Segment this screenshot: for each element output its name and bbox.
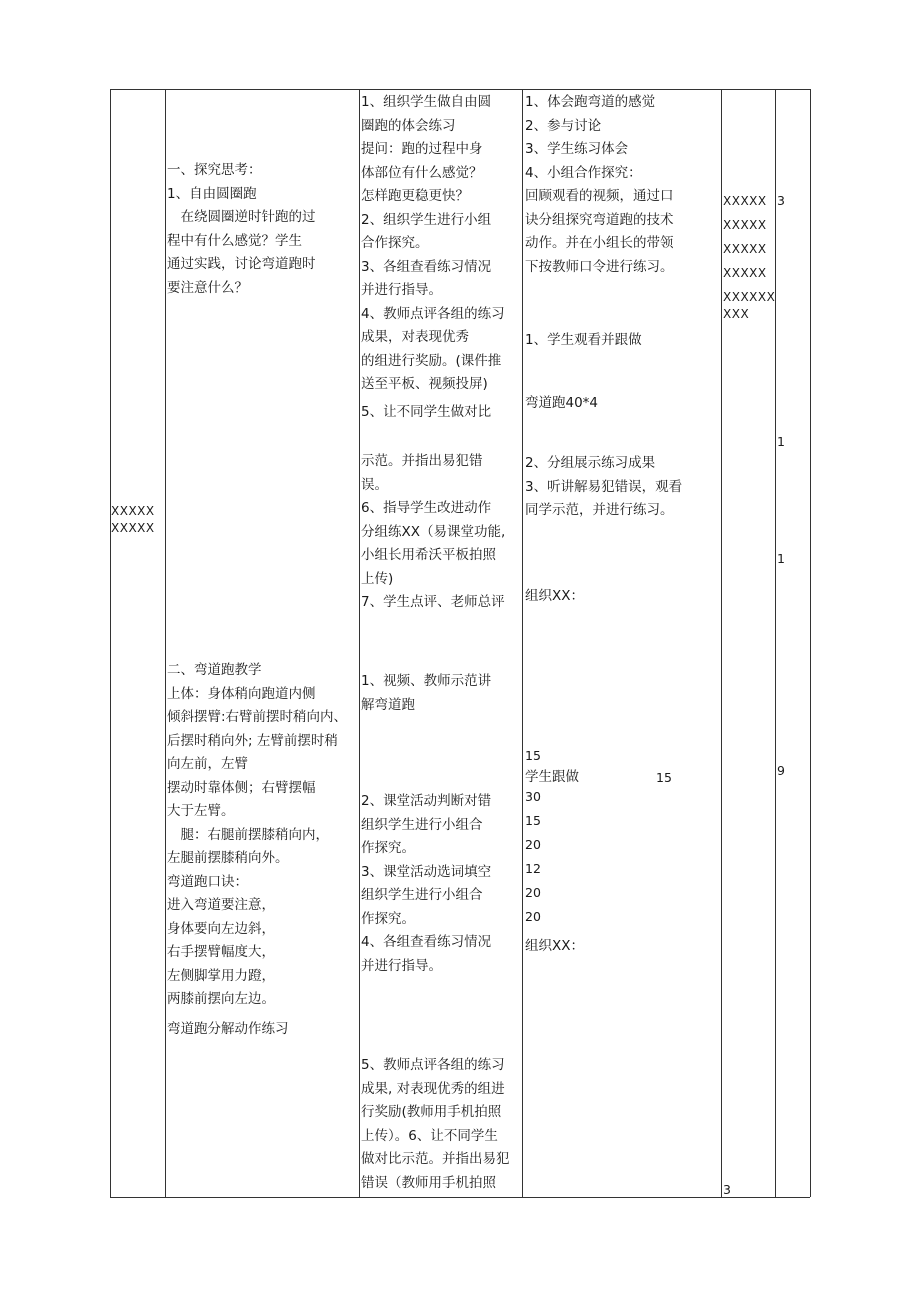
content-line: 通过实践，讨论弯道跑时 <box>167 256 316 272</box>
student-number: 20 <box>525 837 541 852</box>
org-bottom-number: 3 <box>723 1182 731 1197</box>
content-line: 身体要向左边斜， <box>167 920 275 937</box>
teacher-line: 上传）。6、让不同学生 <box>361 1127 498 1144</box>
student-line: 3、学生练习体会 <box>525 141 629 157</box>
student-numbers <box>525 785 541 929</box>
org-line: XXXXX <box>723 266 767 280</box>
student-number: 12 <box>525 861 541 876</box>
student-line: 诀分组探究弯道跑的技术 <box>525 211 674 228</box>
content-line: 后摆时稍向外; 左臂前摆时稍 <box>167 732 338 749</box>
org-column <box>723 189 775 319</box>
teacher-line: 圈跑的体会练习 <box>361 117 456 134</box>
content-line: 上体：身体稍向跑道内侧 <box>167 685 316 702</box>
student-column-part2 <box>525 452 682 523</box>
section-title: 二、弯道跑教学 <box>167 662 262 678</box>
student-line: 2、参与讨论 <box>525 117 602 134</box>
content-line: 向左前，左臂 <box>167 756 248 772</box>
teacher-line: 6、指导学生改进动作 <box>361 500 492 516</box>
student-number: 15 <box>525 748 541 763</box>
table-top-border <box>110 89 810 90</box>
teacher-line: 5、教师点评各组的练习 <box>361 1057 505 1073</box>
teacher-line: 成果, 对表现优秀的组进 <box>361 1080 505 1097</box>
org-line: XXXXX <box>723 218 767 232</box>
table-bottom-border <box>110 1197 810 1198</box>
teacher-line: 体部位有什么感觉？ <box>361 164 483 181</box>
teacher-line: 组织学生进行小组合 <box>361 887 483 903</box>
teacher-column-part3 <box>361 790 491 978</box>
teacher-column <box>361 91 505 615</box>
content-line: 两膝前摆向左边。 <box>167 991 275 1007</box>
column-divider <box>810 89 811 1197</box>
teacher-line: 4、各组查看练习情况 <box>361 934 492 950</box>
teacher-column-part4 <box>361 1054 510 1195</box>
student-line: 2、分组展示练习成果 <box>525 455 656 471</box>
content-line: 要注意什么？ <box>167 279 248 296</box>
content-line: 大于左臂。 <box>167 803 235 819</box>
column-divider <box>165 89 166 1197</box>
teacher-line: 成果，对表现优秀 <box>361 329 469 345</box>
student-line: 回顾观看的视频，通过口 <box>525 188 674 204</box>
row-label-line: XXXXX <box>111 521 155 535</box>
column-divider <box>359 89 360 1197</box>
content-line: 腿：右腿前摆膝稍向内， <box>167 826 329 843</box>
column-divider <box>522 89 523 1197</box>
last-column-number: 9 <box>777 763 785 778</box>
last-column-number: 1 <box>777 551 785 566</box>
column-divider <box>110 89 111 1197</box>
teacher-line: 作探究。 <box>361 840 415 856</box>
teacher-line: 示范。并指出易犯错 <box>361 453 483 469</box>
student-line: 1、体会跑弯道的感觉 <box>525 94 656 110</box>
org-line: XXXXXX <box>723 290 776 304</box>
student-org: 组织XX： <box>525 938 584 954</box>
content-line: 进入弯道要注意， <box>167 897 275 913</box>
student-line: 同学示范，并进行练习。 <box>525 502 674 518</box>
teacher-line: 5、让不同学生做对比 <box>361 403 492 420</box>
teacher-line: 1、组织学生做自由圆 <box>361 94 492 110</box>
org-line: XXX <box>723 307 750 321</box>
teacher-line: 分组练XX（易课堂功能, <box>361 523 506 540</box>
org-line: XXXXX <box>723 194 767 208</box>
content-line: 左侧脚掌用力蹬， <box>167 967 275 984</box>
student-follow-number: 15 <box>656 770 672 785</box>
teacher-line: 怎样跑更稳更快？ <box>361 188 469 204</box>
teacher-line: 并进行指导。 <box>361 282 442 298</box>
student-follow: 学生跟做 <box>525 769 579 785</box>
content-line: 1、自由圆圈跑 <box>167 185 257 202</box>
student-number: 20 <box>525 909 541 924</box>
teacher-line: 7、学生点评、老师总评 <box>361 594 505 610</box>
student-line: 下按教师口令进行练习。 <box>525 258 674 275</box>
teacher-line: 误。 <box>361 476 388 493</box>
teacher-column-part2 <box>361 670 491 717</box>
teacher-line: 错误（教师用手机拍照 <box>361 1174 496 1191</box>
content-line: 倾斜摆臂:右臂前摆时稍向内、 <box>167 709 348 725</box>
student-number: 30 <box>525 789 541 804</box>
student-line: 4、小组合作探究： <box>525 164 642 181</box>
student-drill: 弯道跑40*4 <box>525 395 599 411</box>
teacher-line: 上传) <box>361 570 394 587</box>
teacher-line: 小组长用希沃平板拍照 <box>361 547 496 563</box>
row-label-line: XXXXX <box>111 504 155 518</box>
teacher-line: 做对比示范。并指出易犯 <box>361 1151 510 1167</box>
teacher-line: 解弯道跑 <box>361 696 415 713</box>
last-column-number: 3 <box>777 193 785 208</box>
teacher-line: 行奖励(教师用手机拍照 <box>361 1104 502 1120</box>
row-label-cell <box>111 503 155 537</box>
last-column-number: 1 <box>777 434 785 449</box>
teacher-line: 4、教师点评各组的练习 <box>361 305 505 322</box>
content-footer: 弯道跑分解动作练习 <box>167 1020 289 1037</box>
teacher-line: 提问：跑的过程中身 <box>361 141 483 157</box>
student-number: 15 <box>525 813 541 828</box>
content-line: 右手摆臂幅度大， <box>167 944 275 960</box>
student-column <box>525 91 674 279</box>
teacher-line: 作探究。 <box>361 910 415 927</box>
teacher-line: 1、视频、教师示范讲 <box>361 673 492 689</box>
content-line: 在绕圆圈逆时针跑的过 <box>167 209 316 225</box>
student-line: 动作。并在小组长的带领 <box>525 235 674 251</box>
content-column <box>167 159 347 1041</box>
teacher-line: 3、课堂活动选词填空 <box>361 863 492 880</box>
teacher-line: 并进行指导。 <box>361 957 442 974</box>
student-watch: 1、学生观看并跟做 <box>525 332 642 348</box>
content-line: 程中有什么感觉？学生 <box>167 232 302 249</box>
content-line: 弯道跑口诀： <box>167 873 248 890</box>
student-number: 20 <box>525 885 541 900</box>
teacher-line: 2、课堂活动判断对错 <box>361 793 492 809</box>
teacher-line: 3、各组查看练习情况 <box>361 258 492 275</box>
teacher-line: 的组进行奖励。(课件推 <box>361 352 502 369</box>
teacher-line: 送至平板、视频投屏) <box>361 376 488 392</box>
column-divider <box>721 89 722 1197</box>
student-org: 组织XX： <box>525 588 584 604</box>
section-title: 一、探究思考： <box>167 162 262 178</box>
teacher-line: 2、组织学生进行小组 <box>361 211 492 228</box>
content-line: 左腿前摆膝稍向外。 <box>167 850 289 866</box>
student-line: 3、听讲解易犯错误，观看 <box>525 478 683 495</box>
teacher-line: 组织学生进行小组合 <box>361 816 483 833</box>
teacher-line: 合作探究。 <box>361 235 429 251</box>
content-line: 摆动时靠体侧；右臂摆幅 <box>167 779 316 796</box>
org-line: XXXXX <box>723 242 767 256</box>
